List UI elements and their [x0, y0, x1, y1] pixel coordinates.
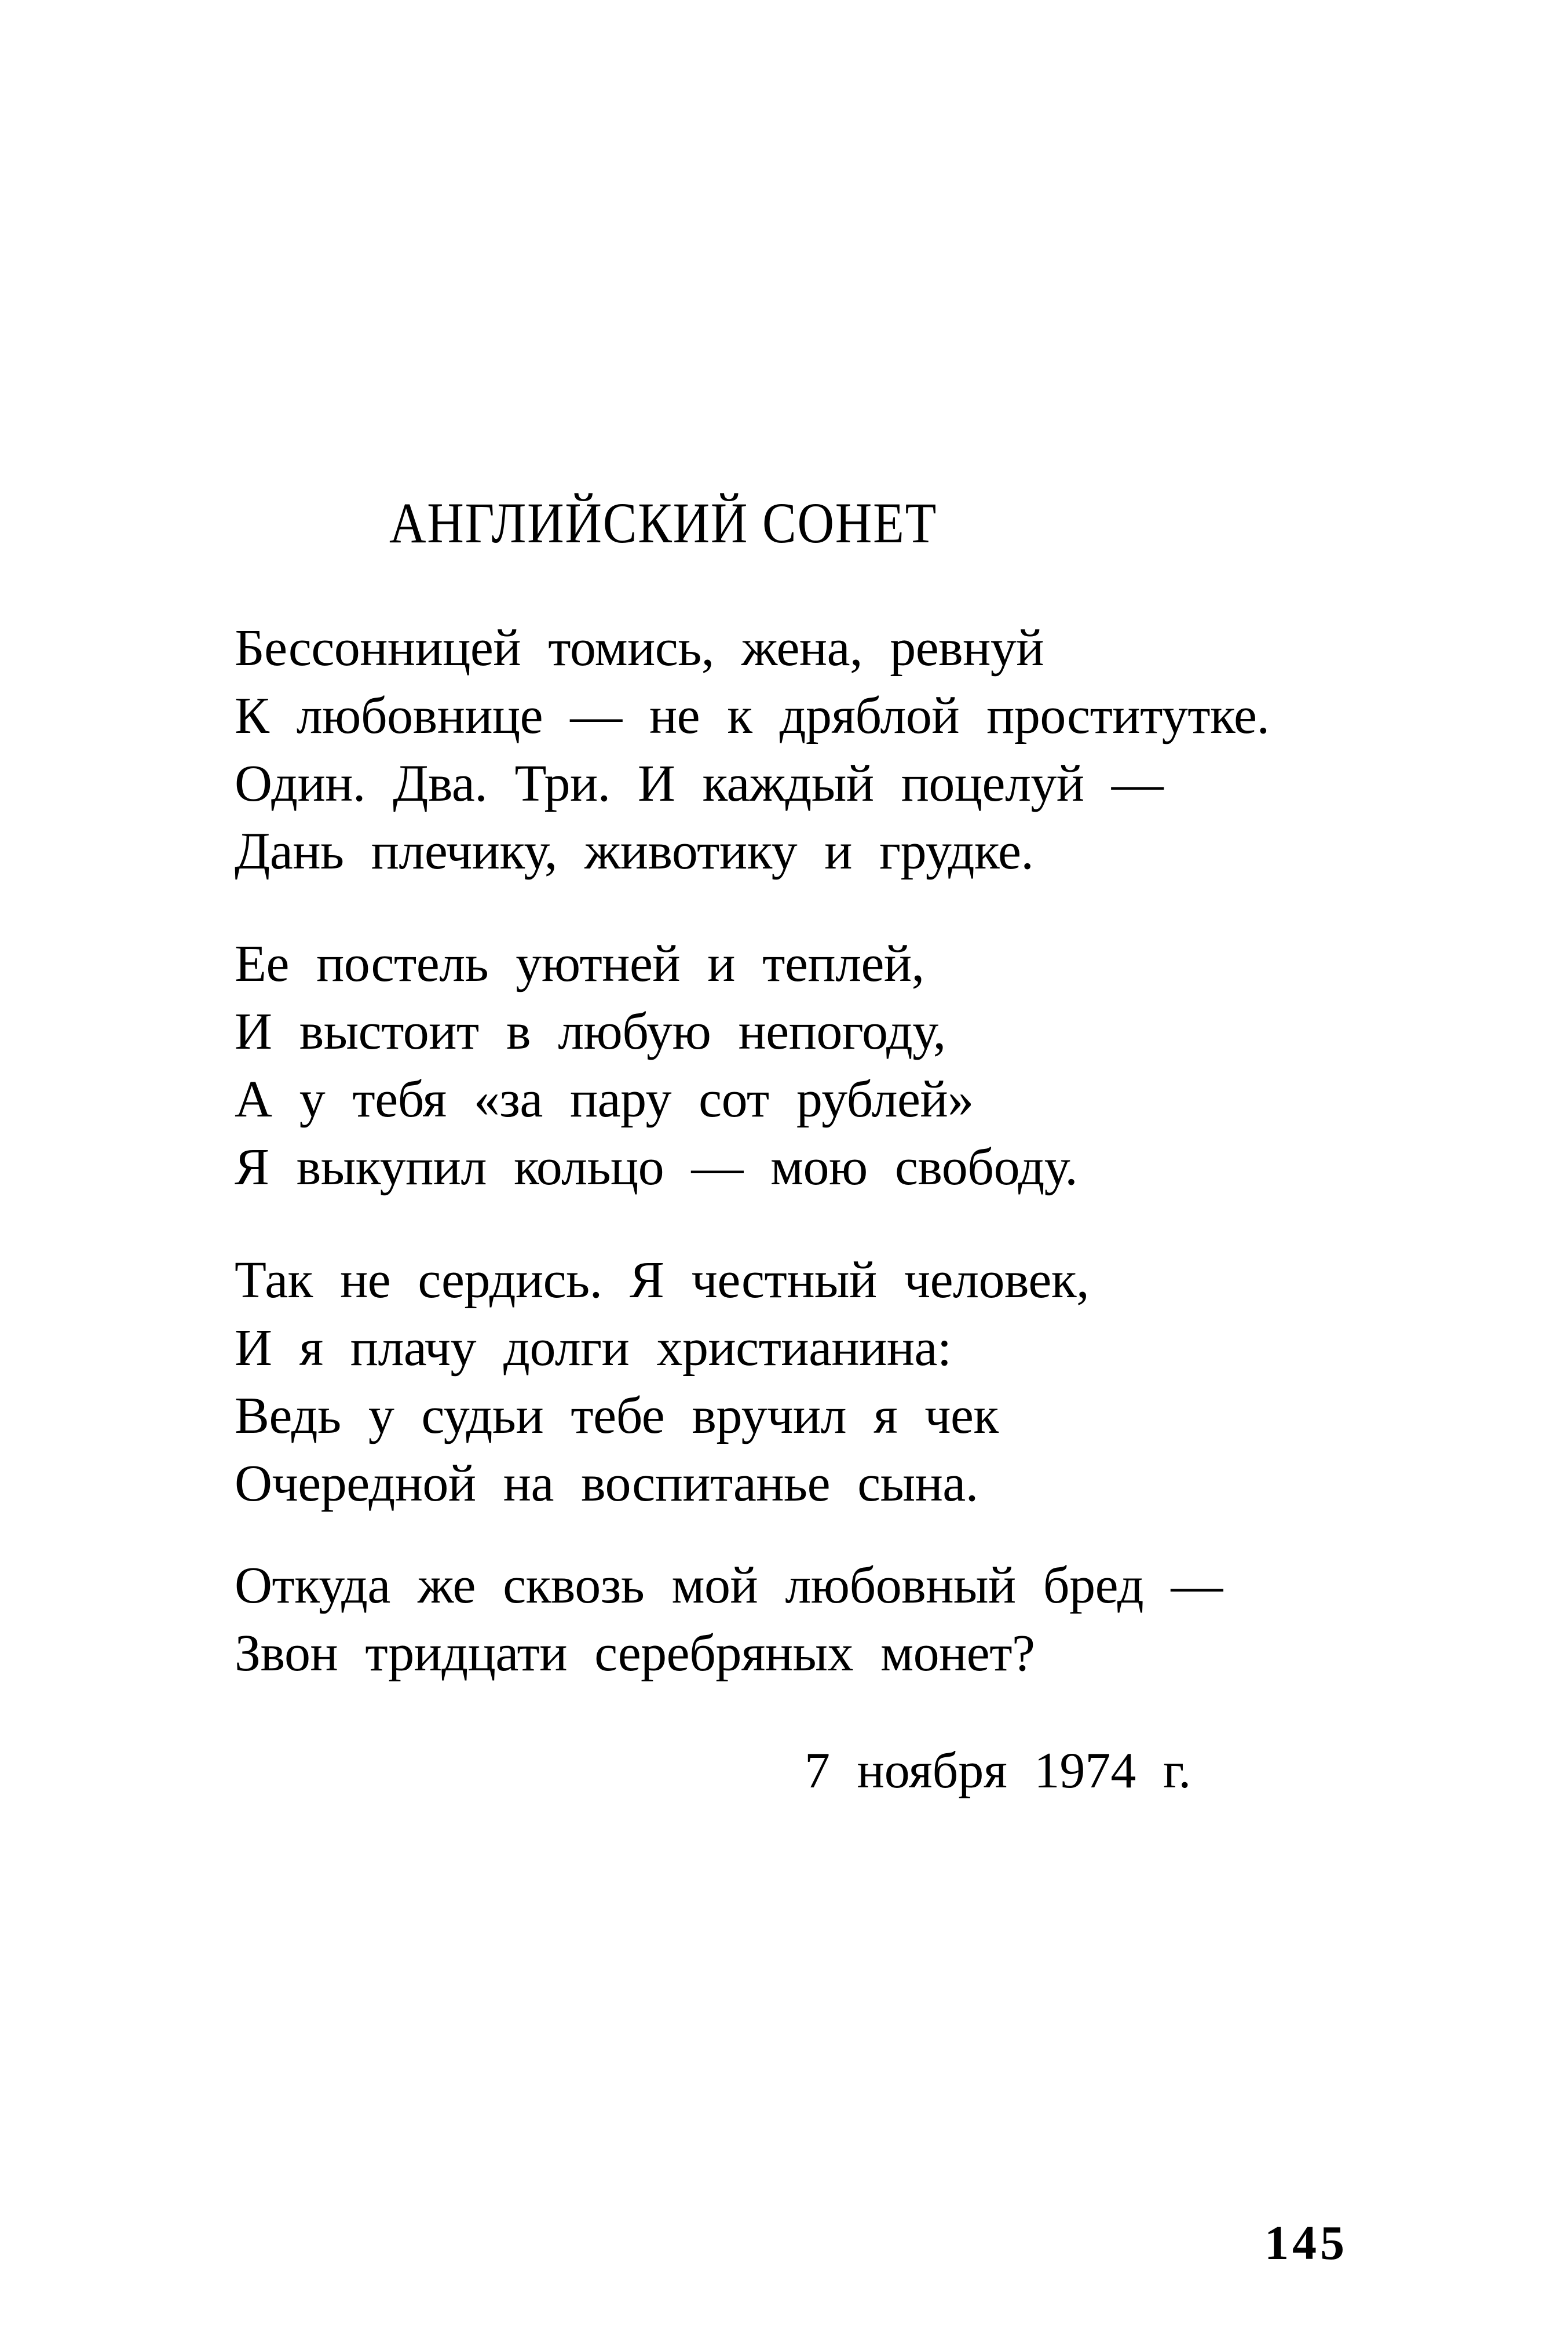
poem-line: Откуда же сквозь мой любовный бред — — [235, 1557, 1223, 1614]
poem-line: Дань плечику, животику и грудке. — [235, 823, 1034, 880]
poem-line: Ее постель уютней и теплей, — [235, 935, 924, 992]
poem-line: И выстоит в любую непогоду, — [235, 1003, 946, 1060]
stanza-1 — [235, 614, 1270, 885]
poem-line: А у тебя «за пару сот рублей» — [235, 1071, 974, 1128]
poem-line: Бессонницей томись, жена, ревнуй — [235, 619, 1044, 677]
stanza-4 — [235, 1552, 1223, 1687]
page-number: 145 — [1264, 2216, 1348, 2270]
poem-line: К любовнице — не к дряблой проститутке. — [235, 687, 1270, 745]
poem-line: И я плачу долги христианина: — [235, 1319, 952, 1377]
poem-line: Ведь у судьи тебе вручил я чек — [235, 1387, 999, 1444]
poem-line: Я выкупил кольцо — мою свободу. — [235, 1138, 1078, 1196]
poem-line: Так не сердись. Я честный человек, — [235, 1251, 1090, 1309]
poem-date: 7 ноября 1974 г. — [805, 1743, 1191, 1799]
poem-line: Очередной на воспитанье сына. — [235, 1455, 978, 1512]
stanza-3 — [235, 1246, 1089, 1517]
stanza-2 — [235, 930, 1077, 1201]
poem-line: Звон тридцати серебряных монет? — [235, 1625, 1035, 1682]
poem-title: АНГЛИЙСКИЙ СОНЕТ — [389, 491, 938, 555]
poem-line: Один. Два. Три. И каждый поцелуй — — [235, 755, 1164, 812]
